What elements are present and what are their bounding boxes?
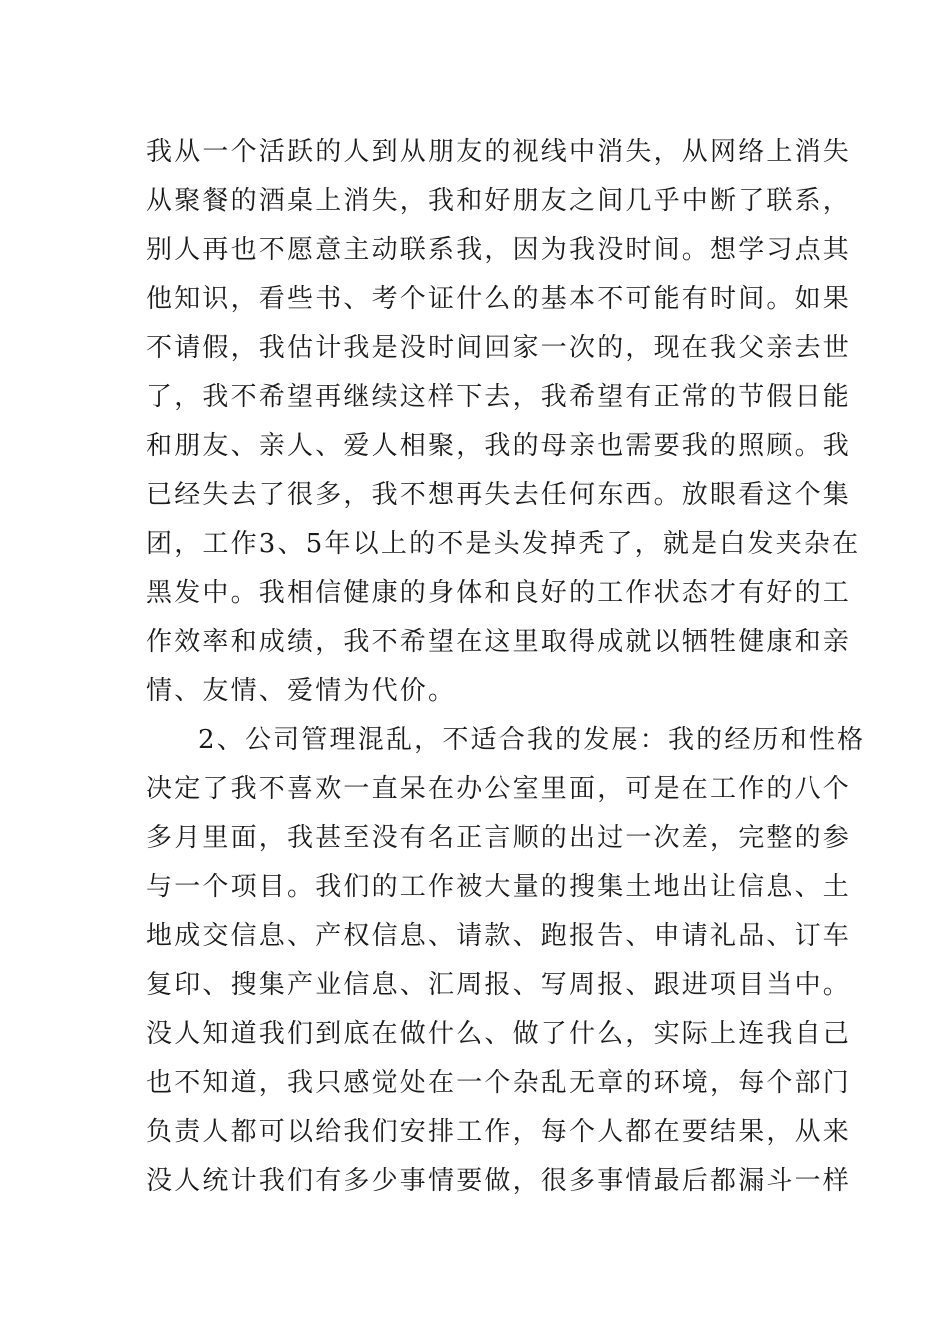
text-line: 与一个项目。我们的工作被大量的搜集土地出让信息、土	[146, 872, 852, 902]
body-text	[146, 128, 866, 1206]
text-line: 黑发中。我相信健康的身体和良好的工作状态才有好的工	[146, 578, 852, 608]
text-line: 了，我不希望再继续这样下去，我希望有正常的节假日能	[146, 382, 852, 412]
text-line: 作效率和成绩，我不希望在这里取得成就以牺牲健康和亲	[146, 627, 852, 657]
text-line: 没人知道我们到底在做什么、做了什么，实际上连我自己	[146, 1019, 852, 1049]
text-line: 别人再也不愿意主动联系我，因为我没时间。想学习点其	[146, 235, 852, 265]
text-line: 复印、搜集产业信息、汇周报、写周报、跟进项目当中。	[146, 970, 852, 1000]
text-line: 决定了我不喜欢一直呆在办公室里面，可是在工作的八个	[146, 774, 852, 804]
text-line: 团，工作3、5年以上的不是头发掉秃了，就是白发夹杂在	[146, 529, 861, 559]
text-line: 不请假，我估计我是没时间回家一次的，现在我父亲去世	[146, 333, 852, 363]
text-line: 情、友情、爱情为代价。	[146, 676, 457, 706]
text-line: 从聚餐的酒桌上消失，我和好朋友之间几乎中断了联系，	[146, 186, 852, 216]
text-line: 地成交信息、产权信息、请款、跑报告、申请礼品、订车	[146, 921, 852, 951]
text-line: 也不知道，我只感觉处在一个杂乱无章的环境，每个部门	[146, 1068, 852, 1098]
paragraph-start-line: 2、公司管理混乱，不适合我的发展：我的经历和性格	[198, 725, 866, 755]
text-line: 没人统计我们有多少事情要做，很多事情最后都漏斗一样	[146, 1166, 852, 1196]
text-line: 和朋友、亲人、爱人相聚，我的母亲也需要我的照顾。我	[146, 431, 852, 461]
text-line: 我从一个活跃的人到从朋友的视线中消失，从网络上消失	[146, 137, 852, 167]
text-line: 他知识，看些书、考个证什么的基本不可能有时间。如果	[146, 284, 852, 314]
text-line: 负责人都可以给我们安排工作，每个人都在要结果，从来	[146, 1117, 852, 1147]
text-line: 已经失去了很多，我不想再失去任何东西。放眼看这个集	[146, 480, 852, 510]
text-line: 多月里面，我甚至没有名正言顺的出过一次差，完整的参	[146, 823, 852, 853]
